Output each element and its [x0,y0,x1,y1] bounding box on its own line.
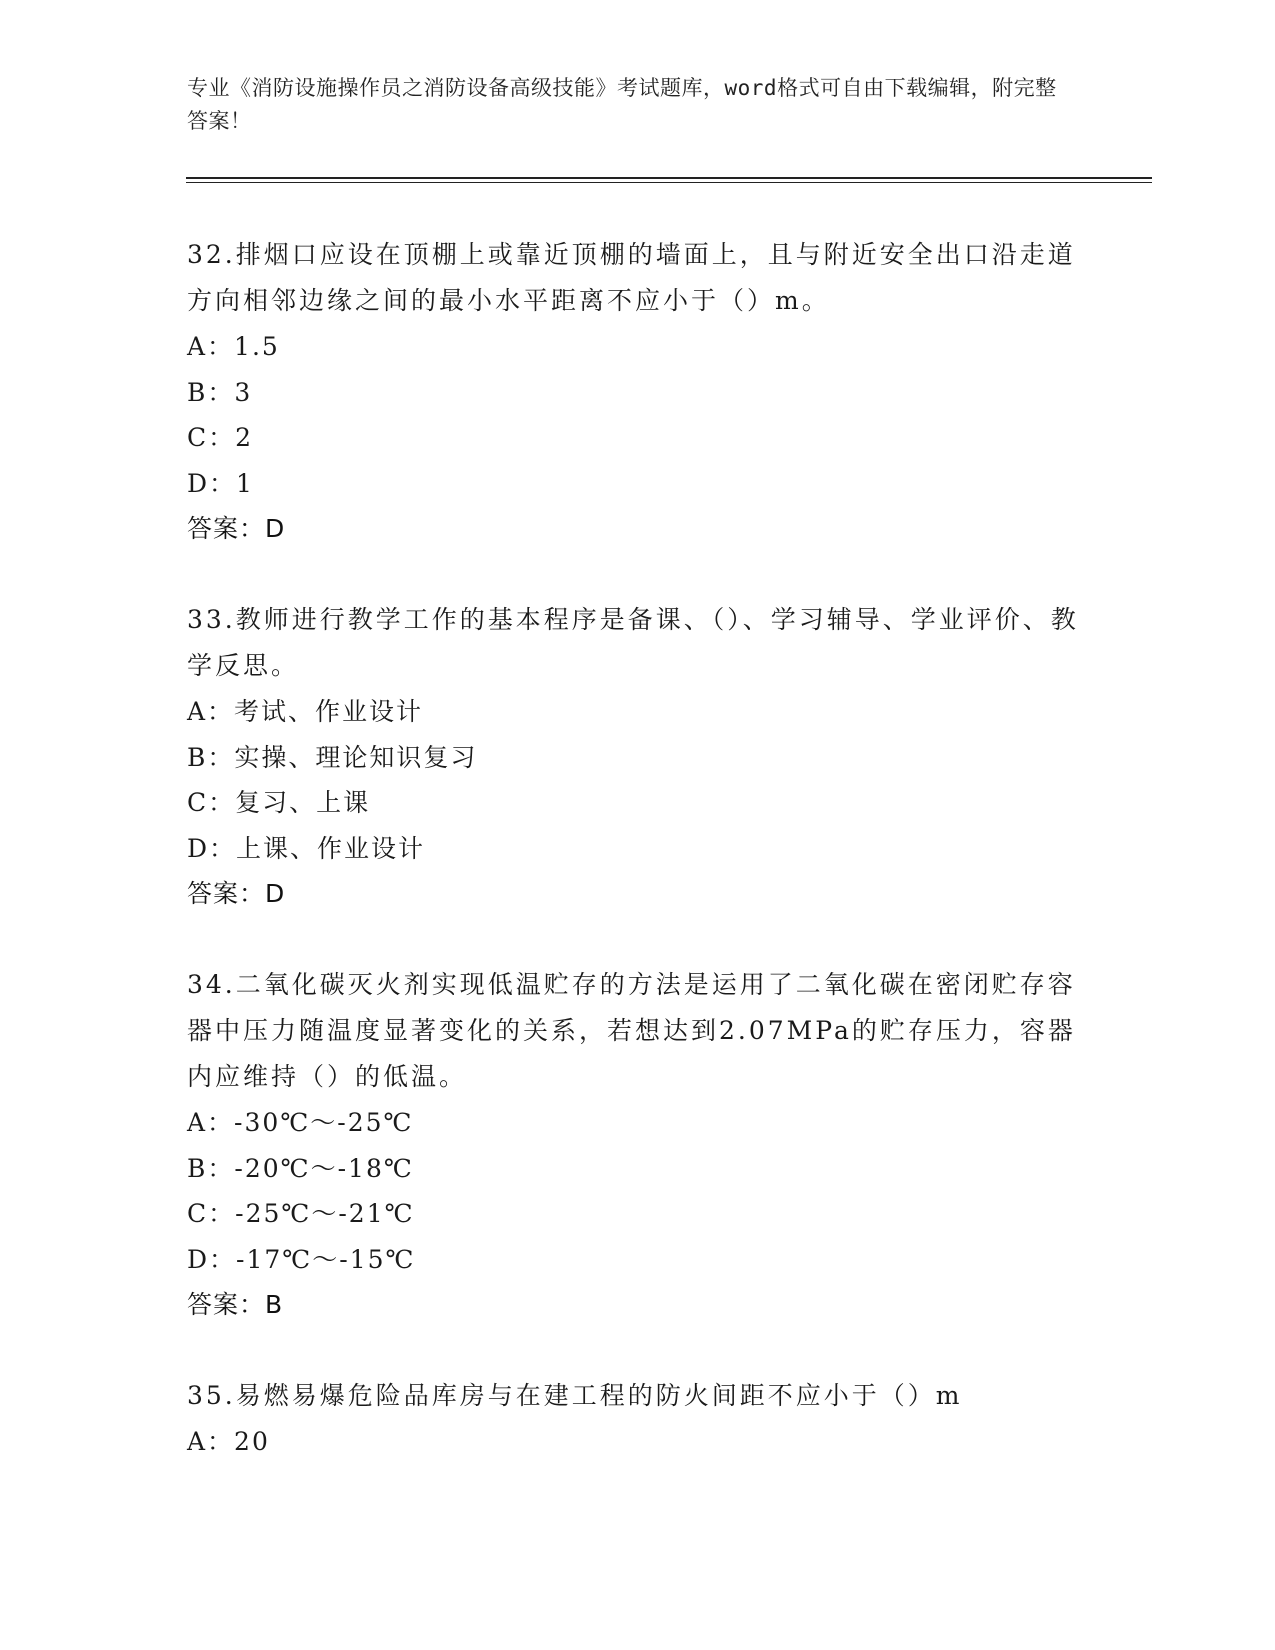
option-b: B：-20℃～-18℃ [187,1153,414,1183]
option-c: C：-25℃～-21℃ [187,1199,415,1228]
answer-line: 答案：B [187,1290,284,1319]
header-divider-thin [186,182,1152,183]
option-a: A：考试、作业设计 [187,697,424,726]
question-35 [187,1373,1087,1465]
option-a: A：20 [187,1427,270,1456]
question-stem: 32.排烟口应设在顶棚上或靠近顶棚的墙面上，且与附近安全出口沿走道方向相邻边缘之间的最小水平距离不应小于（）m。 [187,240,1076,315]
option-d: D：上课、作业设计 [187,833,426,863]
document-intro: 专业《消防设施操作员之消防设备高级技能》考试题库，word格式可自由下载编辑，附完整答案！ [187,76,1057,133]
option-a: A：1.5 [187,332,280,361]
answer-line: 答案：D [187,879,286,908]
question-33 [187,597,1087,917]
option-c: C：2 [187,423,254,452]
option-b: B：3 [187,377,253,407]
option-a: A：-30℃～-25℃ [187,1108,414,1137]
header-divider [186,177,1152,179]
question-stem: 33.教师进行教学工作的基本程序是备课、（）、学习辅导、学业评价、教学反思。 [187,605,1079,680]
question-stem: 35.易燃易爆危险品库房与在建工程的防火间距不应小于（）m [187,1381,963,1410]
question-stem: 34.二氧化碳灭火剂实现低温贮存的方法是运用了二氧化碳在密闭贮存容器中压力随温度显著变化的关系，若想达到2.07MPa的贮存压力，容器内应维持（）的低温。 [187,970,1076,1091]
question-34 [187,962,1087,1328]
option-d: D：1 [187,468,254,498]
option-c: C：复习、上课 [187,788,371,817]
answer-line: 答案：D [187,514,286,543]
option-d: D：-17℃～-15℃ [187,1244,416,1274]
option-b: B：实操、理论知识复习 [187,742,478,772]
question-32 [187,232,1087,552]
